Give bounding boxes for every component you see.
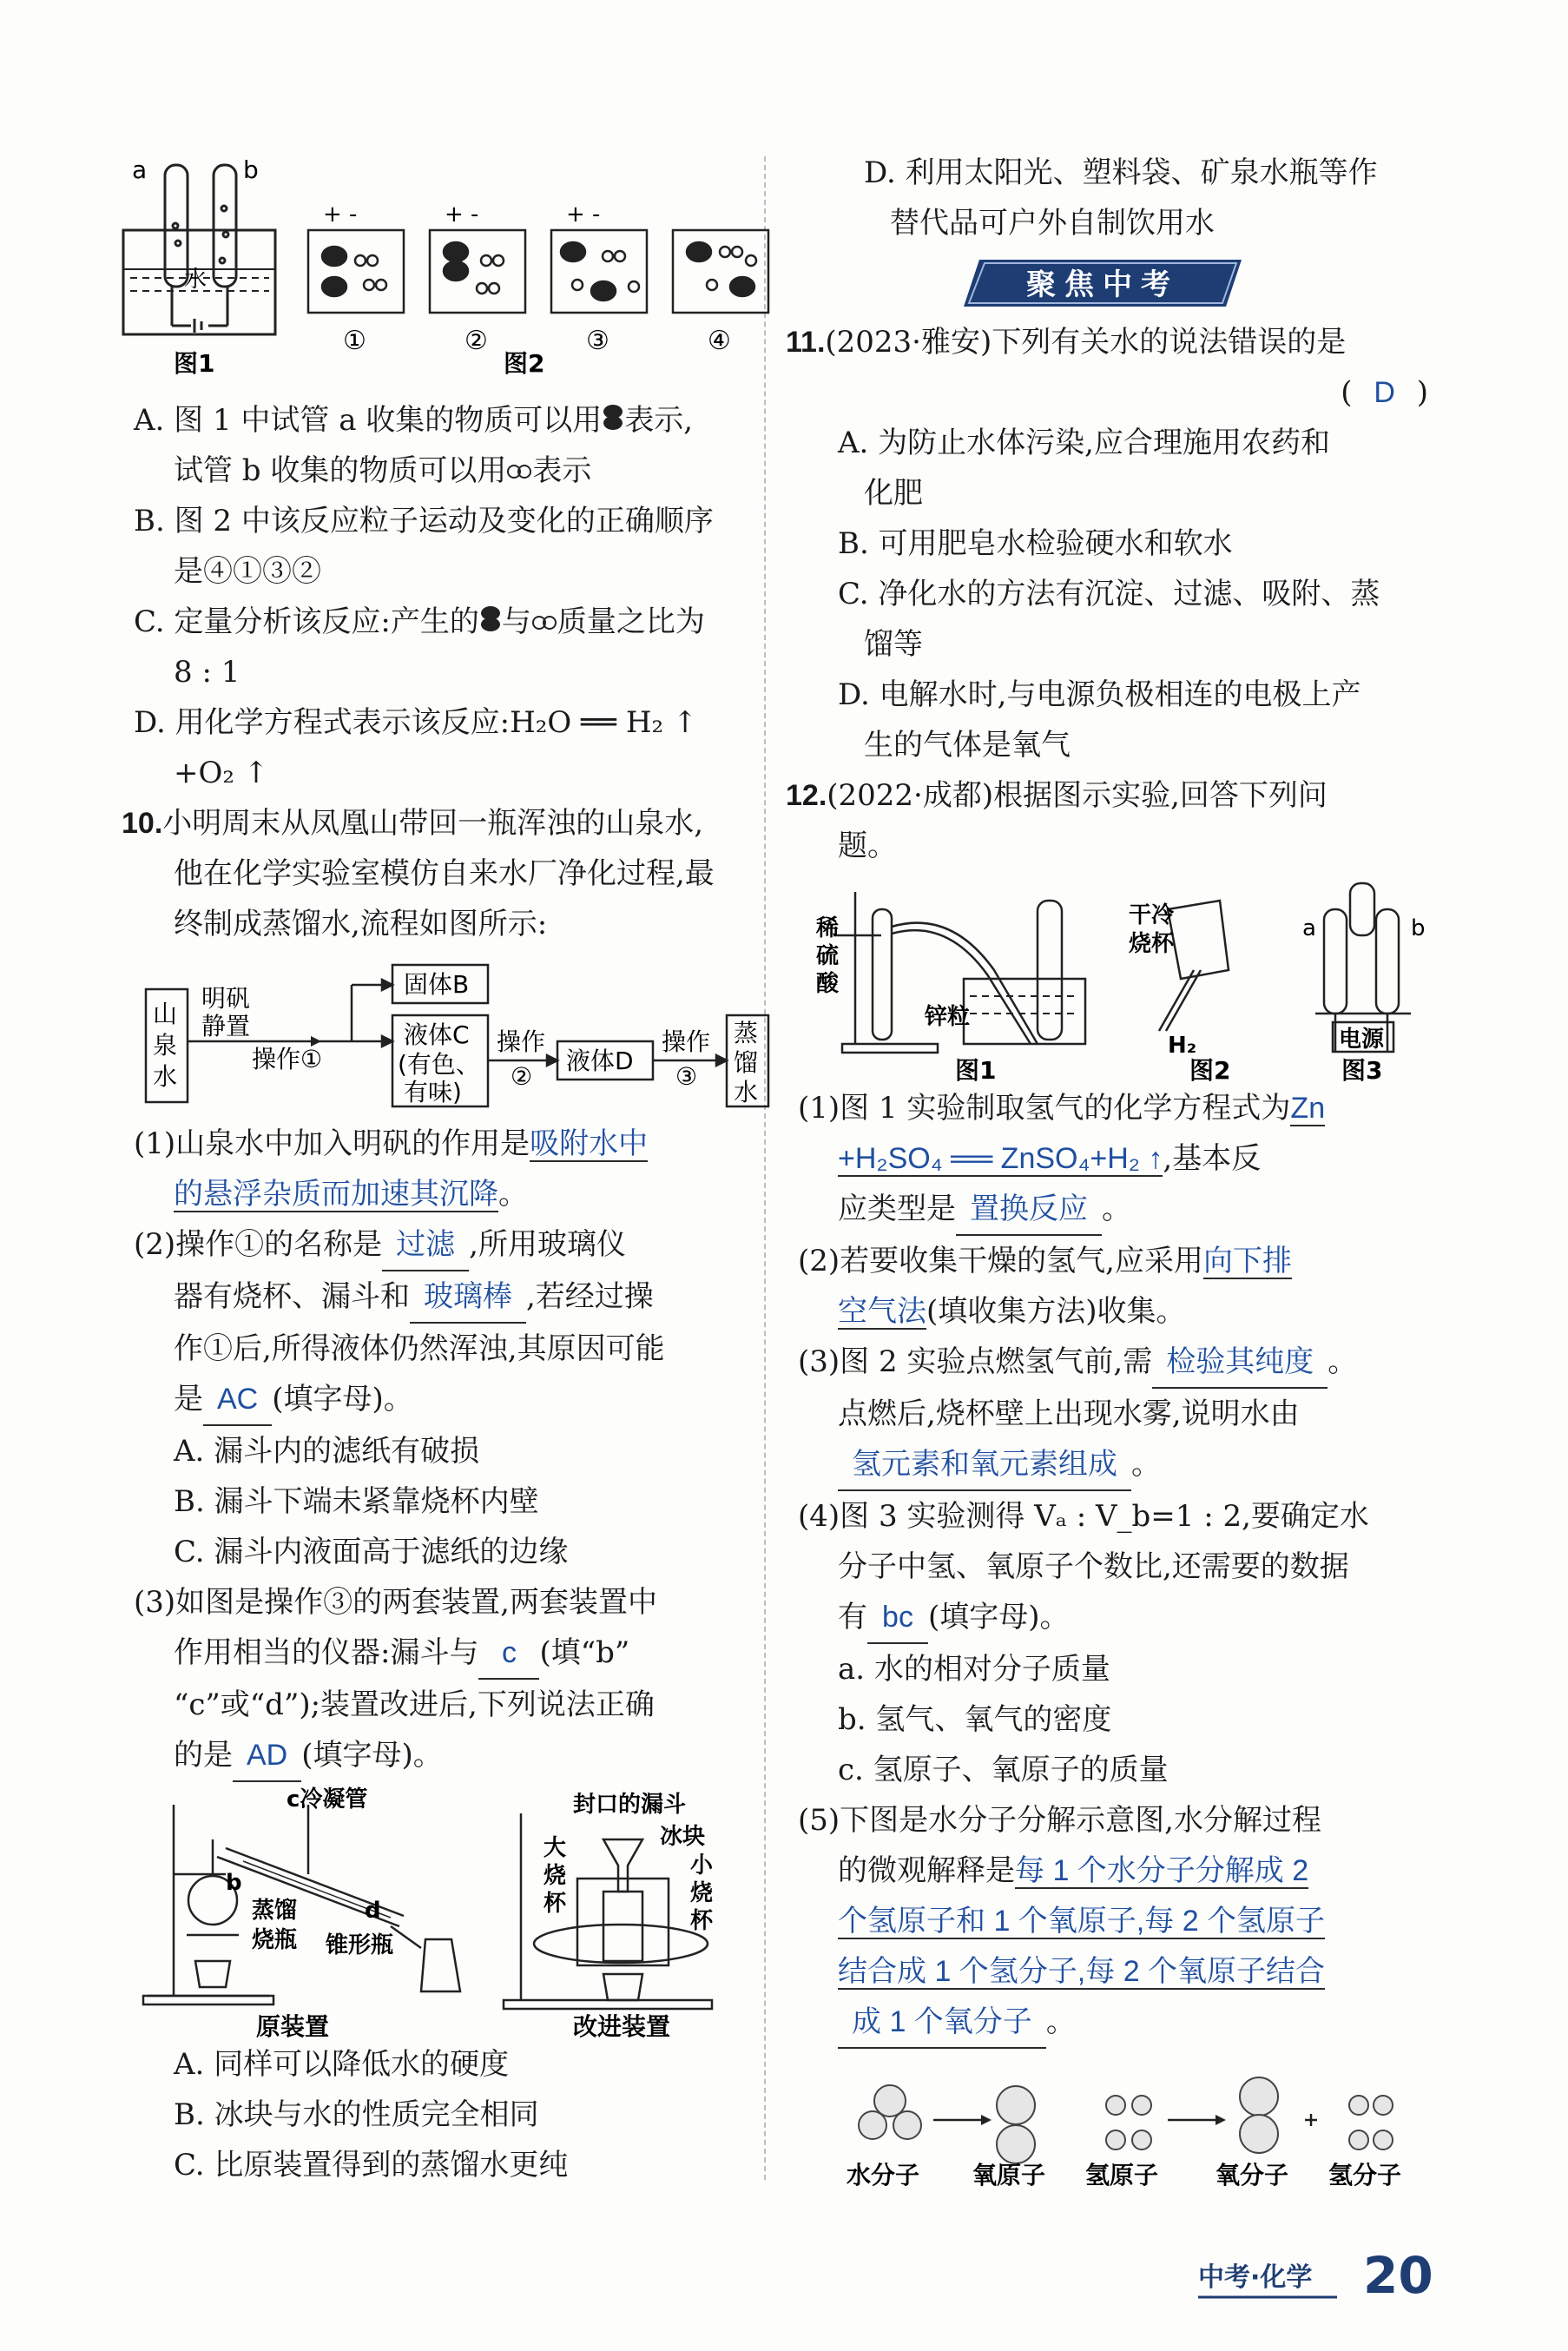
q12-p5-answer-c: 结合成 1 个氢分子,每 2 个氧原子结合 <box>838 1955 1326 1988</box>
mol-label-o2: 氧分子 <box>1216 2161 1289 2189</box>
label-d: d <box>365 1898 381 1924</box>
q10-stem-3: 终制成蒸馏水,流程如图所示: <box>174 907 548 941</box>
label-tube-a: a <box>1302 915 1316 941</box>
flow-source-2: 泉 <box>153 1031 178 1060</box>
electrolysis-figures <box>122 148 755 395</box>
question-10 <box>122 798 759 2190</box>
q10-p1-answer-a: 吸附水中 <box>530 1127 649 1160</box>
water-label: 水 <box>184 267 208 293</box>
label-cold-2: 烧杯 <box>1129 931 1175 957</box>
h-molecule-icon <box>479 605 502 631</box>
q10-p3-option-a: A. 同样可以降低水的硬度 <box>174 2047 510 2082</box>
q12-part5-line3 <box>786 1896 1437 1946</box>
q12-part5-line2: 的微观解释是每 1 个水分子分解成 2 <box>838 1853 1309 1888</box>
flow-op3-bottom: ③ <box>675 1062 698 1091</box>
q10-part1-line1: (1)山泉水中加入明矾的作用是吸附水中 <box>134 1126 649 1161</box>
hydrogen-svg <box>786 875 1437 1083</box>
question-11 <box>786 317 1437 770</box>
q10-part2-line3: 作①后,所得液体仍然浑浊,其原因可能 <box>174 1331 665 1366</box>
q12-p3-answer-b: 氢元素和氧元素组成 <box>838 1439 1131 1491</box>
h-molecule-icon <box>602 404 624 430</box>
q12-p1-answer-a: Zn <box>1290 1092 1326 1125</box>
q12-p5-answer-a: 每 1 个水分子分解成 2 <box>1015 1854 1309 1887</box>
q12-part5-line4 <box>786 1946 1437 1997</box>
flow-settle: 静置 <box>201 1012 251 1040</box>
circled-1: ① <box>343 326 366 356</box>
q11-option-d-cont: 生的气体是氧气 <box>864 728 1071 763</box>
q12-p2-answer-b: 空气法 <box>838 1295 926 1328</box>
q11-option-c-cont: 馏等 <box>864 627 923 662</box>
fig2-label: 图2 <box>504 349 545 378</box>
page-footer <box>1198 2246 1459 2310</box>
q11-option-a: A. 为防止水体污染,应合理施用农药和 <box>838 426 1330 460</box>
flow-op2-bottom: ② <box>511 1062 533 1091</box>
tube-b-label: b <box>243 155 259 184</box>
q9-option-c-cont: 8 : 1 <box>174 655 240 690</box>
banner-text: 聚焦中考 <box>1026 267 1179 302</box>
label-small-1: 小 <box>690 1852 714 1879</box>
flow-op3-top: 操作 <box>662 1027 711 1056</box>
flow-distilled-1: 蒸 <box>734 1019 759 1047</box>
tube-a-label: a <box>132 155 148 184</box>
label-big-2: 烧 <box>544 1863 567 1889</box>
q12-part3-line3: 氢元素和氧元素组成 。 <box>786 1439 1437 1491</box>
q9-options <box>122 395 755 798</box>
q10-p2-option-c: C. 漏斗内液面高于滤纸的边缘 <box>174 1535 569 1569</box>
pm-2: + - <box>445 201 479 228</box>
distillation-figures <box>122 1787 755 2039</box>
label-original: 原装置 <box>256 2012 330 2041</box>
q12-part4-line3: 有 bc (填字母)。 <box>786 1592 1437 1644</box>
q10-number: 10. <box>122 807 163 840</box>
page-number: 20 <box>1363 2246 1433 2305</box>
flow-op2-top: 操作 <box>497 1027 546 1056</box>
molecule-svg <box>786 2057 1437 2188</box>
q10-p2-answer-3: AC <box>203 1374 272 1426</box>
label-small-2: 烧 <box>690 1880 714 1906</box>
mol-label-h2: 氢分子 <box>1328 2161 1402 2189</box>
q10-p3-answer-1: c <box>478 1628 539 1680</box>
q12-p1-answer-c: 置换反应 <box>956 1184 1102 1236</box>
label-cold-1: 干冷 <box>1129 902 1175 928</box>
q12-p3-answer-a: 检验其纯度 <box>1152 1337 1328 1389</box>
o-molecule-icon <box>506 463 532 480</box>
q12-stem-1: 12.(2022·成都)根据图示实验,回答下列问 <box>786 778 1328 813</box>
purification-flowchart <box>122 954 759 1106</box>
label-big-3: 杯 <box>544 1891 567 1917</box>
q10-part3-line2: 作用相当的仪器:漏斗与 c (填“b” <box>122 1628 755 1680</box>
q10-stem-2: 他在化学实验室模仿自来水厂净化过程,最 <box>174 856 715 891</box>
q10-p2-option-b: B. 漏斗下端未紧靠烧杯内壁 <box>174 1484 539 1519</box>
footer-subject: 中考·化学 <box>1198 2262 1313 2293</box>
flow-source-3: 水 <box>153 1062 178 1091</box>
flow-solid-b: 固体B <box>404 970 470 999</box>
label-flask-2: 烧瓶 <box>252 1927 298 1953</box>
q10-p3-answer-2: AD <box>233 1730 301 1782</box>
q11-answer-row: ( D ) <box>1341 375 1428 410</box>
q12-part2-line2: 空气法(填收集方法)收集。 <box>838 1294 1186 1329</box>
label-power: 电源 <box>1339 1027 1385 1053</box>
q9-option-d-right-cont: 替代品可户外自制饮用水 <box>890 206 1215 241</box>
label-tube-b: b <box>1411 915 1426 941</box>
q12-p4-option-b: b. 氢气、氧气的密度 <box>838 1702 1112 1737</box>
right-column-lower <box>786 317 1437 2188</box>
q12-part4-line2: 分子中氢、氧原子个数比,还需要的数据 <box>838 1549 1349 1584</box>
circled-4: ④ <box>708 326 731 356</box>
q9-option-d: D. 用化学方程式表示该反应:H₂O ══ H₂ ↑ <box>134 705 698 740</box>
label-acid-2: 硫 <box>816 943 840 969</box>
o-molecule-icon <box>531 614 557 631</box>
question-12 <box>786 770 1437 2188</box>
q9-option-d-right: D. 利用太阳光、塑料袋、矿泉水瓶等作 <box>864 155 1378 190</box>
q12-part1-line2: +H₂SO₄ ══ ZnSO₄+H₂ ↑,基本反 <box>838 1141 1262 1176</box>
q10-part3-line1: (3)如图是操作③的两套装置,两套装置中 <box>134 1585 657 1620</box>
flow-alum: 明矾 <box>201 984 251 1013</box>
q12-part1-line3: 应类型是 置换反应 。 <box>786 1184 1437 1236</box>
hydrogen-figures <box>786 875 1437 1083</box>
label-ice: 冰块 <box>660 1824 706 1850</box>
label-b: b <box>226 1870 242 1896</box>
q12-p2-answer-a: 向下排 <box>1202 1245 1292 1278</box>
q12-stem-2: 题。 <box>838 829 897 863</box>
flow-distilled-3: 水 <box>734 1078 759 1106</box>
label-fig2: 图2 <box>1189 1056 1231 1085</box>
flow-liquid-c-1: 液体C <box>404 1020 470 1049</box>
column-divider <box>764 156 766 2180</box>
q12-p5-answer-d: 成 1 个氧分子 <box>838 1997 1046 2049</box>
q9-option-d-cont: +O₂ ↑ <box>174 756 269 790</box>
label-cone: 锥形瓶 <box>326 1932 394 1958</box>
mol-label-water: 水分子 <box>847 2161 920 2189</box>
fig2-boxes <box>308 230 768 313</box>
q10-stem-1: 10.小明周末从凤凰山带回一瓶浑浊的山泉水, <box>122 806 704 841</box>
label-small-3: 杯 <box>690 1908 714 1934</box>
label-zinc: 锌粒 <box>925 1004 971 1030</box>
q10-p2-answer-2: 玻璃棒 <box>410 1271 526 1324</box>
fig1-apparatus <box>123 165 275 334</box>
flow-liquid-c-2: (有色、 <box>398 1050 480 1079</box>
electrolysis-figures-svg <box>122 148 755 395</box>
q10-p3-option-b: B. 冰块与水的性质完全相同 <box>174 2097 539 2132</box>
section-banner <box>964 256 1242 310</box>
q11-answer: D <box>1374 376 1395 409</box>
label-flask-1: 蒸馏 <box>252 1898 298 1924</box>
q10-part2-line2: 器有烧杯、漏斗和 玻璃棒 ,若经过操 <box>122 1271 755 1324</box>
q10-p1-answer-b: 的悬浮杂质而加速其沉降 <box>174 1178 498 1211</box>
label-condenser: c冷凝管 <box>287 1786 368 1813</box>
flow-source-1: 山 <box>153 1000 178 1028</box>
mol-label-o-atom: 氧原子 <box>972 2161 1046 2189</box>
label-fig1: 图1 <box>955 1056 997 1085</box>
q12-p4-option-c: c. 氢原子、氧原子的质量 <box>838 1753 1169 1787</box>
flowchart-svg <box>122 954 759 1106</box>
molecule-diagram <box>786 2057 1437 2188</box>
q11-option-b: B. 可用肥皂水检验硬水和软水 <box>838 526 1233 561</box>
q12-p1-answer-b: +H₂SO₄ ══ ZnSO₄+H₂ ↑ <box>838 1142 1163 1175</box>
q9-option-b: B. 图 2 中该反应粒子运动及变化的正确顺序 <box>134 504 714 538</box>
circled-2: ② <box>464 326 488 356</box>
q12-part1-line1: (1)图 1 实验制取氢气的化学方程式为Zn <box>798 1091 1326 1126</box>
q12-part4-line1: (4)图 3 实验测得 Vₐ : V_b=1 : 2,要确定水 <box>798 1499 1369 1534</box>
label-acid-1: 稀 <box>816 915 840 941</box>
label-sealed-funnel: 封口的漏斗 <box>573 1792 687 1818</box>
pm-1: + - <box>323 201 358 228</box>
q11-option-a-cont: 化肥 <box>864 476 923 511</box>
q11-option-c: C. 净化水的方法有沉淀、过滤、吸附、蒸 <box>838 577 1380 611</box>
q12-p5-answer-b: 个氢原子和 1 个氧原子,每 2 个氢原子 <box>838 1905 1326 1938</box>
q12-part5-line5: 成 1 个氧分子 。 <box>786 1997 1437 2049</box>
q12-part3-line2: 点燃后,烧杯壁上出现水雾,说明水由 <box>838 1397 1300 1431</box>
label-big-1: 大 <box>544 1835 567 1861</box>
pm-3: + - <box>566 201 601 228</box>
q9-option-a: A. 图 1 中试管 a 收集的物质可以用 表示, <box>134 403 694 438</box>
circled-3: ③ <box>586 326 609 356</box>
q12-p4-option-a: a. 水的相对分子质量 <box>838 1652 1110 1687</box>
q9-option-c: C. 定量分析该反应:产生的 与 质量之比为 <box>134 604 705 639</box>
right-column <box>786 148 1437 248</box>
label-h2: H₂ <box>1168 1033 1197 1059</box>
q12-part2-line1: (2)若要收集干燥的氢气,应采用向下排 <box>798 1244 1292 1278</box>
q10-p2-option-a: A. 漏斗内的滤纸有破损 <box>174 1434 480 1469</box>
flow-distilled-2: 馏 <box>734 1048 759 1077</box>
flow-liquid-c-3: 有味) <box>404 1078 462 1106</box>
distillation-svg <box>122 1787 755 2039</box>
q10-part1-line2: 的悬浮杂质而加速其沉降。 <box>174 1177 528 1212</box>
label-fig3: 图3 <box>1341 1056 1383 1085</box>
q10-p2-answer-1: 过滤 <box>382 1219 469 1271</box>
q10-part3-line3: “c”或“d”);装置改进后,下列说法正确 <box>174 1687 655 1722</box>
left-column <box>122 148 759 2190</box>
q9-option-a-cont: 试管 b 收集的物质可以用 表示 <box>174 453 592 488</box>
q12-part3-line1: (3)图 2 实验点燃氢气前,需 检验其纯度 。 <box>786 1337 1437 1389</box>
q12-part5-line1: (5)下图是水分子分解示意图,水分解过程 <box>798 1803 1321 1838</box>
q10-part2-line1: (2)操作①的名称是 过滤 ,所用玻璃仪 <box>122 1219 755 1271</box>
q12-number: 12. <box>786 779 827 812</box>
q9-option-b-cont: 是④①③② <box>174 554 321 589</box>
label-acid-3: 酸 <box>816 971 840 997</box>
flow-op1: 操作① <box>252 1045 323 1073</box>
label-improved: 改进装置 <box>573 2012 671 2041</box>
q10-part3-line4: 的是 AD (填字母)。 <box>122 1730 755 1782</box>
flow-liquid-d: 液体D <box>566 1047 634 1075</box>
q11-number: 11. <box>786 326 826 359</box>
fig1-label: 图1 <box>174 349 215 378</box>
q11-stem: 11.(2023·雅安)下列有关水的说法错误的是 <box>786 325 1347 360</box>
q10-part2-line4: 是 AC (填字母)。 <box>122 1374 755 1426</box>
q10-p3-option-c: C. 比原装置得到的蒸馏水更纯 <box>174 2148 569 2183</box>
q11-option-d: D. 电解水时,与电源负极相连的电极上产 <box>838 677 1361 712</box>
q12-p4-answer: bc <box>867 1592 928 1644</box>
mol-label-h-atom: 氢原子 <box>1085 2161 1159 2189</box>
